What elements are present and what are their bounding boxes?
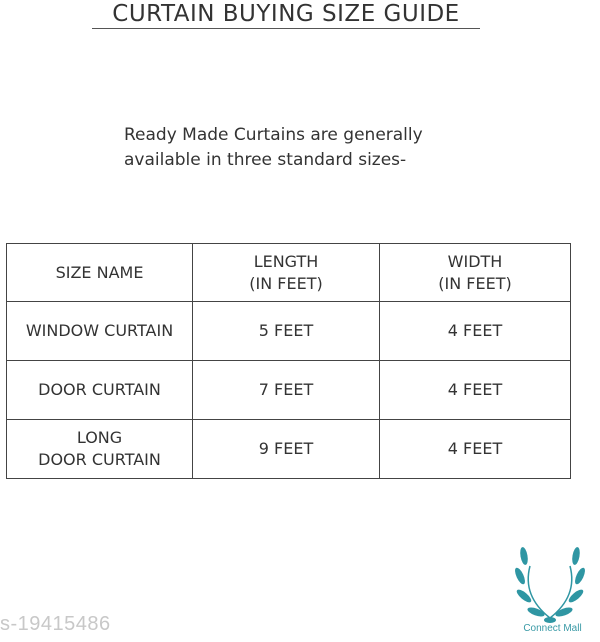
row-size-name-line-1: LONG bbox=[76, 428, 123, 447]
row-width: 4 FEET bbox=[380, 420, 571, 479]
row-size-name-line-2: DOOR CURTAIN bbox=[38, 450, 161, 469]
header-width bbox=[380, 244, 571, 302]
title-underline bbox=[92, 28, 480, 29]
table-row bbox=[7, 420, 571, 479]
row-length: 7 FEET bbox=[193, 361, 380, 420]
table-header-row bbox=[7, 244, 571, 302]
intro-line-2: available in three standard sizes- bbox=[124, 150, 407, 170]
row-size-name: WINDOW CURTAIN bbox=[7, 302, 193, 361]
row-length: 9 FEET bbox=[193, 420, 380, 479]
intro-text bbox=[124, 123, 524, 173]
row-width: 4 FEET bbox=[380, 302, 571, 361]
header-width-line-1: WIDTH bbox=[447, 251, 503, 271]
table-row bbox=[7, 361, 571, 420]
header-length bbox=[193, 244, 380, 302]
page-title: CURTAIN BUYING SIZE GUIDE bbox=[112, 1, 460, 27]
header-size-name: SIZE NAME bbox=[7, 244, 193, 302]
header-length-line-2: (IN FEET) bbox=[249, 273, 323, 293]
intro-line-1: Ready Made Curtains are generally bbox=[124, 125, 423, 145]
watermark-text: s-19415486 bbox=[0, 613, 111, 635]
header-length-line-1: LENGTH bbox=[253, 251, 319, 271]
laurel-wreath-icon bbox=[510, 546, 590, 626]
row-length: 5 FEET bbox=[193, 302, 380, 361]
row-size-name bbox=[7, 420, 193, 479]
size-guide-table bbox=[6, 243, 571, 479]
header-width-line-2: (IN FEET) bbox=[438, 273, 512, 293]
row-size-name: DOOR CURTAIN bbox=[7, 361, 193, 420]
table-row bbox=[7, 302, 571, 361]
row-width: 4 FEET bbox=[380, 361, 571, 420]
brand-name: Connect Mall bbox=[523, 623, 582, 634]
